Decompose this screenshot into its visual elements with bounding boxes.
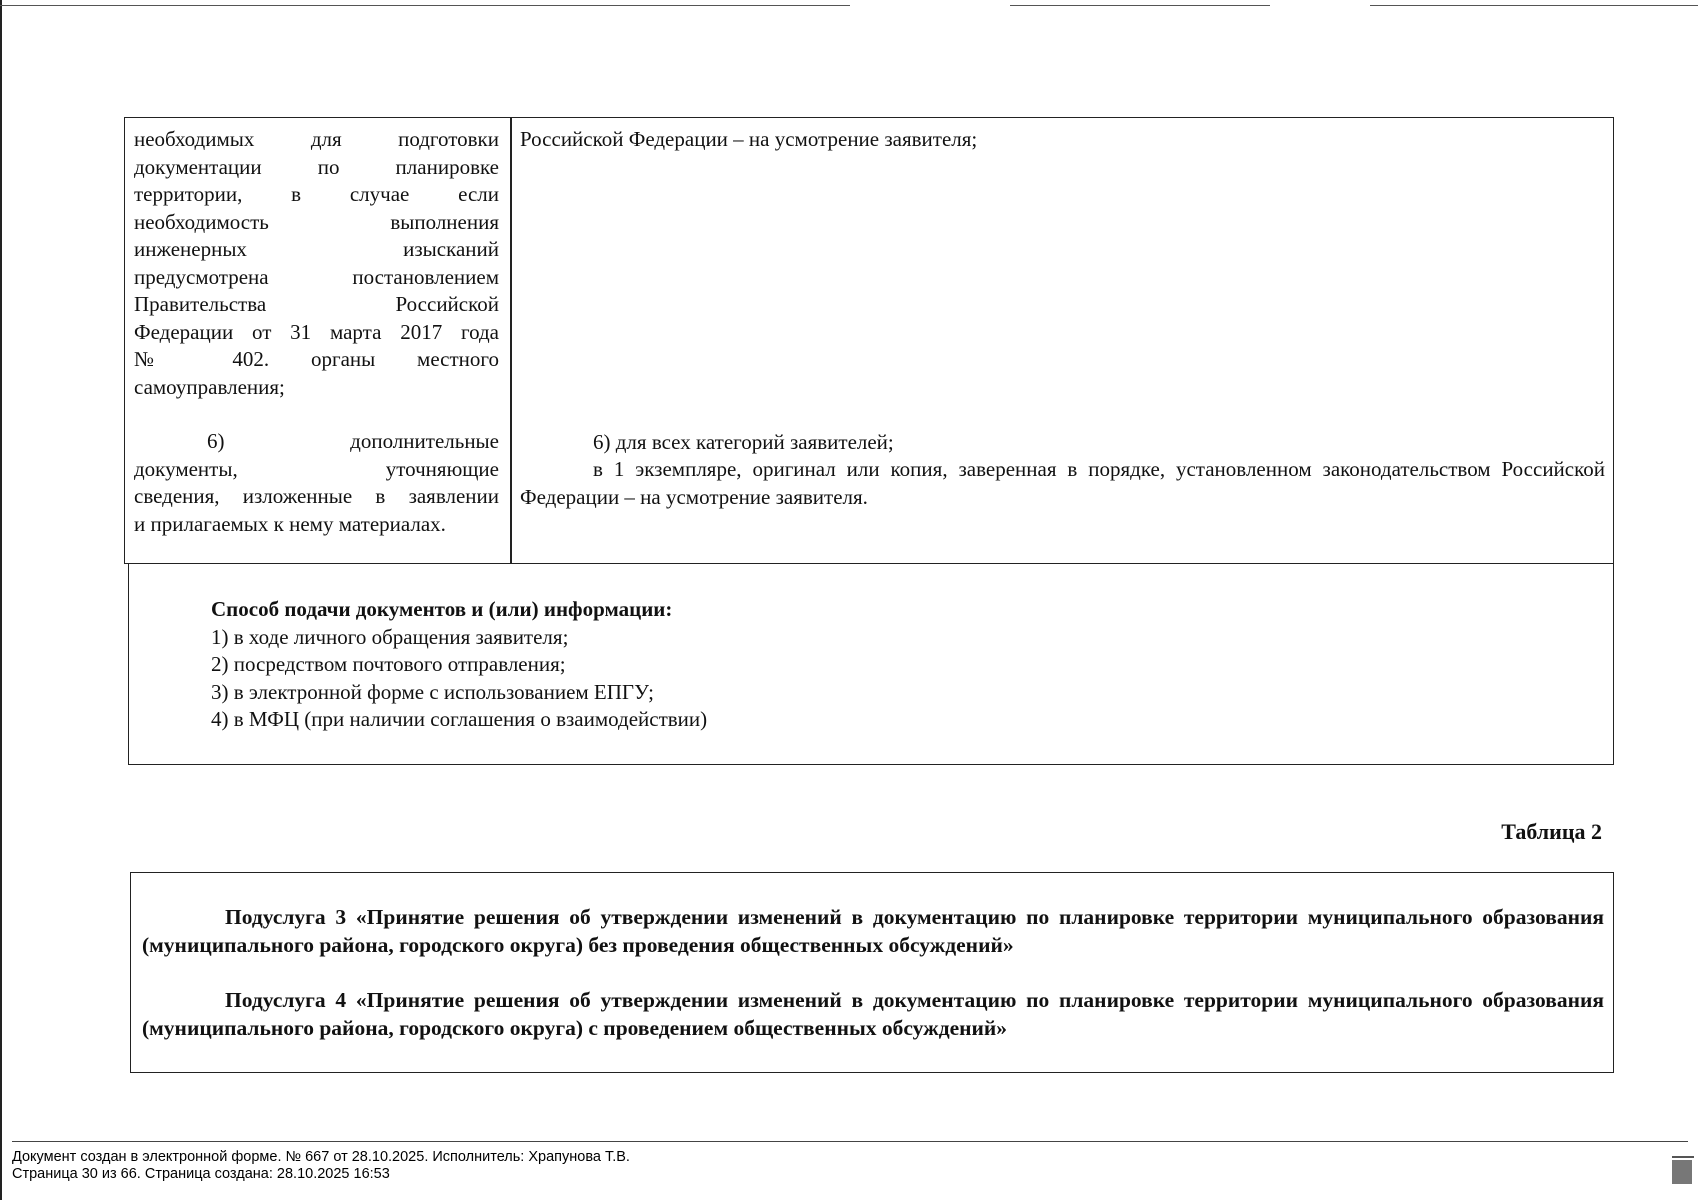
subservices-table	[130, 872, 1614, 1073]
text-line: № 402. органы местного	[134, 347, 499, 371]
text-line: необходимых для подготовки	[134, 127, 499, 151]
footer-doc-info: Документ создан в электронной форме. № 667 от 28.10.2025. Исполнитель: Храпунова Т.В.	[12, 1149, 630, 1165]
scan-edge	[0, 0, 2, 1200]
text-line: инженерных изысканий	[134, 237, 499, 261]
right-cell	[520, 126, 1605, 511]
submission-methods	[211, 596, 707, 734]
right-cell-copy-text: в 1 экземпляре, оригинал или копия, заверенная в порядке, установленном законодательством Российской Федерации – на усмотрение заявителя.	[520, 457, 1605, 509]
submission-item: 2) посредством почтового отправления;	[211, 652, 566, 676]
table-caption: Таблица 2	[1501, 819, 1602, 844]
left-cell-paragraph-2	[134, 428, 499, 538]
column-divider	[510, 118, 512, 563]
text-line: Правительства Российской	[134, 292, 499, 316]
text-line: 6) дополнительные	[207, 429, 499, 453]
submission-methods-box	[128, 564, 1614, 765]
submission-item: 3) в электронной форме с использованием ЕПГУ;	[211, 679, 654, 704]
text-line: Федерации от 31 марта 2017 года	[134, 319, 499, 344]
scan-edge	[0, 5, 850, 6]
footer-divider	[12, 1141, 1688, 1142]
right-cell-item-6: 6) для всех категорий заявителей;	[593, 429, 894, 454]
text-line: документы, уточняющие	[134, 456, 499, 481]
scan-edge	[1010, 5, 1270, 6]
text-line: необходимость выполнения	[134, 209, 499, 234]
left-cell-paragraph-1	[134, 126, 499, 401]
text-line: и прилагаемых к нему материалах.	[134, 511, 446, 536]
text-line: предусмотрена постановлением	[134, 264, 499, 289]
right-cell-top-text: Российской Федерации – на усмотрение заявителя;	[520, 127, 978, 151]
text-line: сведения, изложенные в заявлении	[134, 484, 499, 508]
footer-page-info: Страница 30 из 66. Страница создана: 28.10.2025 16:53	[12, 1166, 390, 1182]
text-line: территории, в случае если	[134, 182, 499, 206]
subservice-3-title: Подуслуга 3 «Принятие решения об утверждении изменений в документацию по планировке территории муниципального образования (муниципального района, городского округа) без проведения общественных обсуждений»	[142, 905, 1604, 957]
scan-edge	[1370, 5, 1698, 6]
document-footer	[12, 1149, 630, 1183]
submission-item: 1) в ходе личного обращения заявителя;	[211, 624, 569, 649]
left-cell	[134, 126, 499, 538]
submission-heading: Способ подачи документов и (или) информации:	[211, 597, 673, 621]
subservice-4-title: Подуслуга 4 «Принятие решения об утверждении изменений в документацию по планировке территории муниципального образования (муниципального района, городского округа) с проведением общественных обсуждений»	[142, 988, 1604, 1040]
text-line: самоуправления;	[134, 374, 285, 399]
stamp-icon	[1672, 1148, 1694, 1182]
submission-item: 4) в МФЦ (при наличии соглашения о взаимодействии)	[211, 707, 708, 731]
text-line: документации по планировке	[134, 154, 499, 179]
documents-table	[124, 117, 1614, 564]
